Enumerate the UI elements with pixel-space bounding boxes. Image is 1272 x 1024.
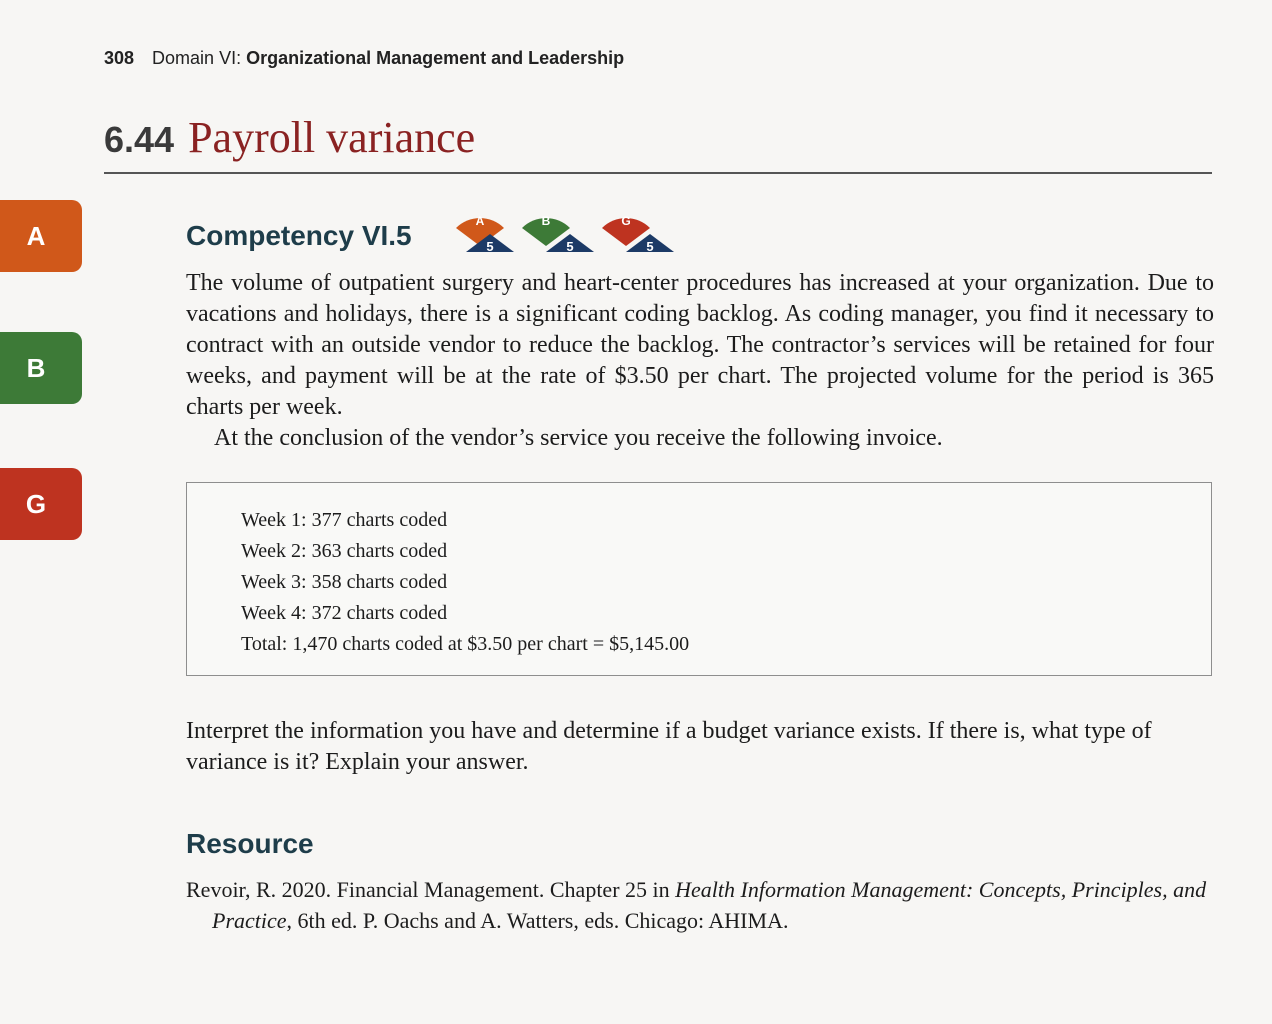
invoice-line-week-1: Week 1: 377 charts coded	[241, 509, 448, 531]
domain-name: Organizational Management and Leadership	[246, 48, 625, 68]
side-tab-a: A	[0, 200, 82, 272]
invoice-line-total: Total: 1,470 charts coded at $3.50 per chart = $5,145.00	[241, 633, 690, 655]
badge-b	[522, 214, 594, 254]
invoice-line-week-3: Week 3: 358 charts coded	[241, 571, 448, 593]
body-paragraph-1: The volume of outpatient surgery and heart-center procedures has increased at your organization. Due to vacations and holidays, there is a significant coding backlog. As coding manager, you find it necessary to contract with an outside vendor to reduce the backlog. The contractor’s services will be retained for four weeks, and payment will be at the rate of $3.50 per chart. The projected volume for the period is 365 charts per week.	[186, 270, 1214, 420]
competency-badges	[436, 206, 696, 266]
title-rule	[104, 172, 1212, 174]
section-title	[104, 112, 475, 163]
badge-a-level: 5	[486, 239, 494, 254]
question-text: Interpret the information you have and determine if a budget variance exists. If there is, what type of variance is it? Explain your answer.	[186, 718, 1152, 775]
badge-g-letter: G	[621, 214, 631, 228]
competency-label: Competency VI.5	[186, 220, 412, 251]
side-tab-g: G	[0, 468, 82, 540]
badge-a-letter: A	[475, 214, 485, 228]
badge-a	[456, 214, 514, 254]
resource-heading: Resource	[186, 828, 314, 859]
invoice-lines	[241, 505, 689, 660]
case-description	[186, 268, 1214, 454]
reference-book-title: Health Information Management: Concepts, Principles, and Practice	[212, 877, 1207, 933]
invoice-line-week-4: Week 4: 372 charts coded	[241, 602, 448, 624]
reference-text-1: Revoir, R. 2020. Financial Management. Chapter 25 in	[186, 877, 676, 902]
resource-reference	[186, 874, 1216, 936]
body-paragraph-2: At the conclusion of the vendor’s service you receive the following invoice.	[214, 425, 943, 451]
section-number: 6.44	[104, 119, 175, 160]
invoice-line-week-2: Week 2: 363 charts coded	[241, 540, 448, 562]
badge-b-level: 5	[566, 239, 574, 254]
badge-g	[602, 214, 674, 254]
invoice-box	[186, 482, 1212, 676]
side-tab-b: B	[0, 332, 82, 404]
domain-prefix: Domain VI:	[152, 48, 247, 68]
section-name: Payroll variance	[188, 113, 476, 162]
badge-b-letter: B	[541, 214, 551, 228]
badge-g-level: 5	[646, 239, 654, 254]
reference-text-2: , 6th ed. P. Oachs and A. Watters, eds. Chicago: AHIMA.	[286, 908, 789, 933]
page-number: 308	[104, 48, 135, 68]
running-header	[104, 48, 624, 69]
